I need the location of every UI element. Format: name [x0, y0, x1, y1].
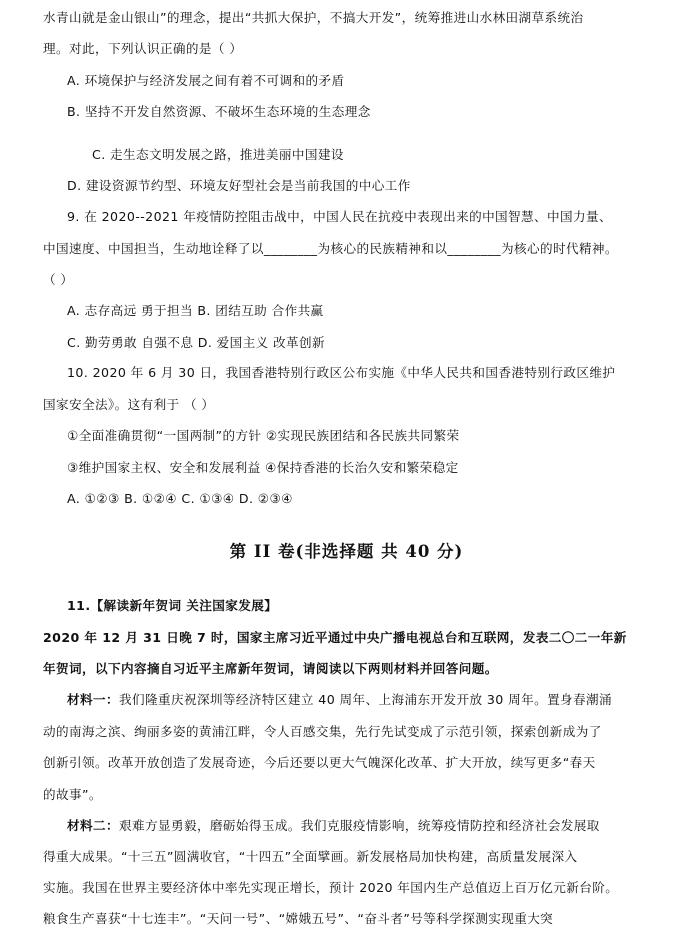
q8-option-c: C. 走生态文明发展之路，推进美丽中国建设: [92, 147, 344, 162]
q10-stem-line-1: 10. 2020 年 6 月 30 日，我国香港特别行政区公布实施《中华人民共和国香港特别行政区维护: [67, 365, 616, 380]
q8-option-b: B. 坚持不开发自然资源、不破坏生态环境的生态理念: [67, 104, 371, 119]
material-2-line-3: 实施。我国在世界主要经济体中率先实现正增长，预计 2020 年国内生产总值迈上百万亿元新台阶。: [43, 880, 619, 895]
q11-heading: 11.【解读新年贺词 关注国家发展】: [67, 598, 278, 613]
q8-stem-line-2: 理。对此，下列认识正确的是（ ）: [43, 41, 243, 56]
q8-stem-line-1: 水青山就是金山银山”的理念，提出“共抓大保护，不搞大开发”，统筹推进山水林田湖草系统治: [43, 10, 584, 25]
q10-stem-line-2: 国家安全法》。这有利于 （ ）: [43, 397, 215, 412]
q9-stem-line-2: 中国速度、中国担当，生动地诠释了以________为核心的民族精神和以________为核心的时代精神。: [43, 241, 618, 256]
q10-items-3-4: ③维护国家主权、安全和发展利益 ④保持香港的长治久安和繁荣稳定: [67, 460, 459, 475]
material-1-line-4: 的故事”。: [43, 787, 102, 802]
q11-intro-line-2: 年贺词，以下内容摘自习近平主席新年贺词，请阅读以下两则材料并回答问题。: [43, 661, 498, 676]
material-2-label: 材料二：: [67, 818, 119, 833]
material-1-line-1: [0, 691, 693, 709]
material-1-line-3: 创新引领。改革开放创造了发展奇迹，今后还要以更大气魄深化改革、扩大开放，续写更多“春天: [43, 755, 596, 770]
q9-options-ab: A. 志存高远 勇于担当 B. 团结互助 合作共赢: [67, 303, 324, 318]
material-1-line-2: 动的南海之滨、绚丽多姿的黄浦江畔，令人百感交集，先行先试变成了示范引领，探索创新成为了: [43, 724, 602, 739]
q8-option-d: D. 建设资源节约型、环境友好型社会是当前我国的中心工作: [67, 178, 411, 193]
material-2-line-2: 得重大成果。“十三五”圆满收官，“十四五”全面擘画。新发展格局加快构建，高质量发展深入: [43, 849, 578, 864]
material-1-label: 材料一：: [67, 692, 119, 707]
q9-options-cd: C. 勤劳勇敢 自强不息 D. 爱国主义 改革创新: [67, 335, 326, 350]
q10-options: A. ①②③ B. ①②④ C. ①③④ D. ②③④: [67, 491, 293, 506]
material-2-line-1: [0, 817, 693, 835]
q8-option-a: A. 环境保护与经济发展之间有着不可调和的矛盾: [67, 73, 345, 88]
q11-intro-line-1: 2020 年 12 月 31 日晚 7 时，国家主席习近平通过中央广播电视总台和互联网，发表二〇二一年新: [43, 630, 627, 645]
q10-items-1-2: ①全面准确贯彻“一国两制”的方针 ②实现民族团结和各民族共同繁荣: [67, 428, 460, 443]
material-1-text-1: 我们隆重庆祝深圳等经济特区建立 40 周年、上海浦东开发开放 30 周年。置身春潮涌: [118, 692, 613, 707]
material-2-line-4: 粮食生产喜获“十七连丰”。“天问一号”、“嫦娥五号”、“奋斗者”号等科学探测实现重大突: [43, 911, 554, 926]
q9-stem-line-3: （ ）: [43, 272, 74, 287]
section-title: 第 II 卷(非选择题 共 40 分): [229, 542, 464, 561]
q9-stem-line-1: 9. 在 2020--2021 年疫情防控阻击战中，中国人民在抗疫中表现出来的中国智慧、中国力量、: [67, 209, 613, 224]
material-2-text-1: 艰难方显勇毅，磨砺始得玉成。我们克服疫情影响，统筹疫情防控和经济社会发展取: [118, 818, 600, 833]
